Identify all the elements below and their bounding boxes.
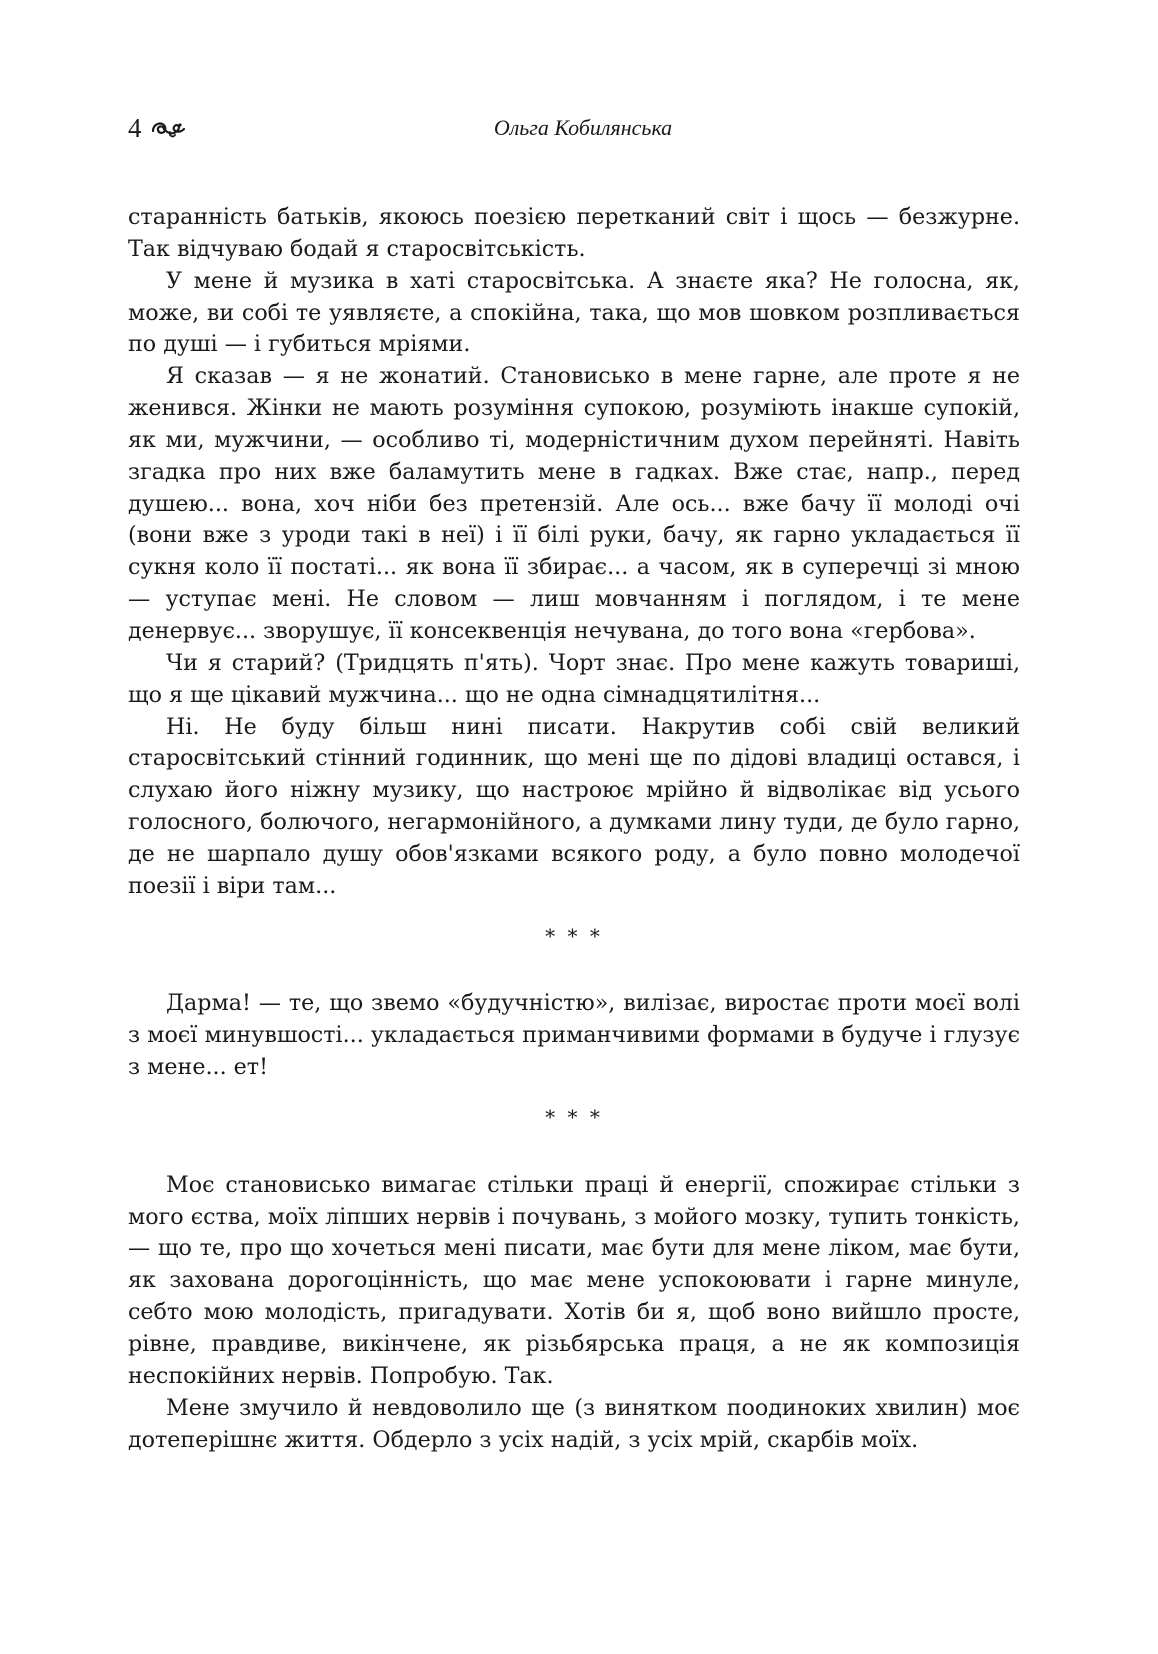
section-separator: * * * xyxy=(545,923,603,948)
paragraph: Я сказав — я не жонатий. Становисько в мене гарне, але проте я не женився. Жінки не мають розуміння супокою, розуміють інакше супокій, як ми, мужчини, — особливо ті, модерністичним духом перейняті. Навіть згадка про них вже баламутить мене в гадках. Вже стає, напр., перед душею... вона, хоч ніби без претензій. Але ось... вже бачу її молоді очі (вони вже з уроди такі в неї) і її білі руки, бачу, як гарно укладається її сукня коло її постаті... як вона її збирає... а часом, як в суперечці зі мною — уступає мені. Не словом — лиш мовчанням і поглядом, і те мене денервує... зворушує, її консеквенція нечувана, до того вона «гербова». xyxy=(128,363,1020,644)
body-text xyxy=(128,202,1020,1456)
running-head-author: Ольга Кобилянська xyxy=(493,115,673,140)
page-number: 4 xyxy=(128,113,142,143)
paragraph: Моє становисько вимагає стільки праці й енергії, спожирає стільки з мого єства, моїх ліпших нервів і почувань, з мойого мозку, тупить тонкість, — що те, про що хочеться мені писати, має бути для мене ліком, має бути, як захована дорогоцінність, що має мене успокоювати і гарне минуле, себто мою молодість, пригадувати. Хотів би я, щоб воно вийшло просте, рівне, правдиве, викінчене, як різьбярська праця, а не як композиція неспокійних нервів. Попробую. Так. xyxy=(128,1171,1020,1389)
paragraph: Чи я старий? (Тридцять п'ять). Чорт знає. Про мене кажуть товариші, що я ще цікавий мужчина... що не одна сімнадцятилітня... xyxy=(128,649,1020,708)
paragraph: У мене й музика в хаті старосвітська. А знаєте яка? Не голосна, як, може, ви собі те уявляєте, а спокійна, така, що мов шовком розпливається по душі — і губиться мріями. xyxy=(128,267,1020,358)
paragraph: старанність батьків, якоюсь поезією перетканий світ і щось — безжурне. Так відчуваю бодай я старосвітськість. xyxy=(128,204,1020,262)
paragraph: Дарма! — те, що звемо «будучністю», вилізає, виростає проти моєї волі з моєї минувшості... укладається приманчивими формами в будуче і глузує з мене... ет! xyxy=(128,990,1020,1081)
paragraph: Мене змучило й невдоволило ще (з винятком поодиноких хвилин) моє дотеперішнє життя. Обдерло з усіх надій, з усіх мрій, скарбів моїх. xyxy=(128,1394,1020,1453)
page-header xyxy=(128,112,1028,152)
section-separator: * * * xyxy=(545,1104,603,1129)
paragraph: Ні. Не буду більш нині писати. Накрутив собі свій великий старосвітський стінний годинник, що мені ще по дідові владиці остався, і слухаю його ніжну музику, що настроює мрійно й відволікає від усього голосного, болючого, негармонійного, а думками лину туди, де було гарно, де не шарпало душу обов'язками всякого роду, а було повно молодечої поезії і віри там... xyxy=(128,713,1020,899)
